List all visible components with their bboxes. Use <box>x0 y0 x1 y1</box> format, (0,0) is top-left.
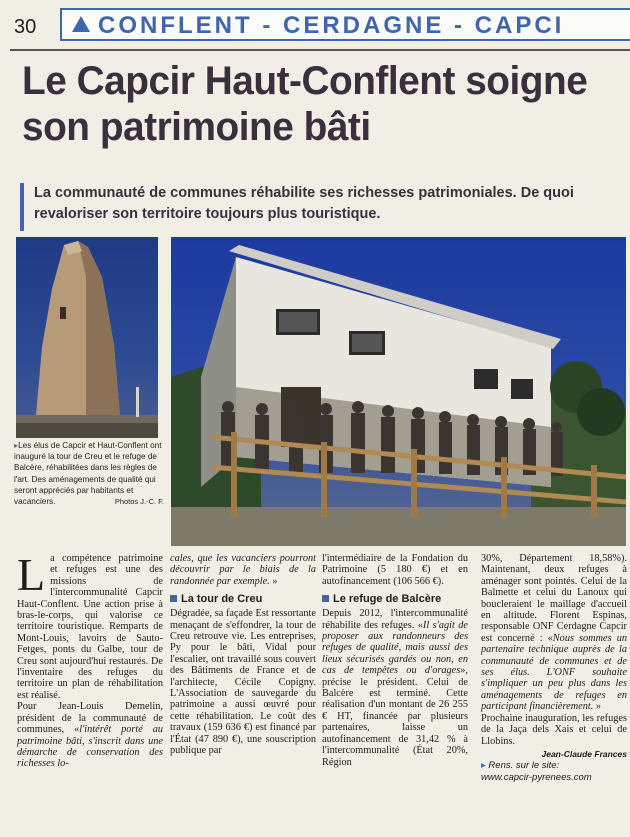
refuge-illustration <box>171 237 626 546</box>
headline: Le Capcir Haut-Conflent soigne son patrimoine bâti <box>22 59 588 149</box>
dropcap: L <box>17 549 46 600</box>
deck-accent-bar <box>20 183 24 231</box>
lead-text: a compétence patrimoine et refuges est une des missions de l'intercommunalité Capcir Haut-Conflent. Une action prise à bras-le-corps, qui valorise ce territoire touristique. Remparts de Mont-Louis, lavoirs de Sauto-Fetges, ponts du Galbe, tour de Creu sont aujourd'hui restaurés. De l'inventaire des refuges du territoire un plan de réhabilitation est réalisé. <box>17 553 163 701</box>
text-run: », précise le président. Celui de Balcère est terminé. Cette réalisation d'un montant de 26 255 € HT, financée par plusieurs partenaires, laisse un autofinancement de 31,42 % à l'intercommunalité (État 20%, Région <box>322 665 468 768</box>
paragraph <box>17 701 163 769</box>
quote-text: Il s'agit de proposer aux randonneurs des refuges de qualité, mais aussi des lieux sécurisés gardés ou non, en cas de tempêtes ou d'orages <box>322 619 468 677</box>
quote-text: l'intérêt porté au patrimoine bâti, s'inscrit dans une démarche de conservation des richesses lo- <box>17 724 163 770</box>
quote-text: cales, que les vacanciers pourront découvrir par le biais de la randonnée par exemple. <box>170 553 316 587</box>
paragraph <box>481 553 627 713</box>
paragraph: Dégradée, sa façade Est ressortante menaçant de s'effondrer, la tour de Creu retrouve vie. Les entreprises, Py pour le bâti, Vidal pour l'escalier, ont travaillé sous couvert des Bâtiments de France et de l'architecte, Cécile Copigny. L'Association de sauvegarde du patrimoine a aussi œuvré pour cette réhabilitation. Le coût des travaux (159 636 €) est financé par l'État (47 890 €), une souscription publique par <box>170 608 316 757</box>
text-run: 30%, Département 18,58%). Maintenant, deux refuges à aménager sont pointés. Celui de la Balmette et celui du Lanoux qui boucleraient le maillage d'accueil en altitude. Florent Espinas, responsable ONF Cerdagne Capcir est concerné : « <box>481 553 627 644</box>
byline: Jean-Claude Frances <box>541 748 627 759</box>
article-column-1 <box>17 549 163 770</box>
info-label: Rens. sur le site: <box>488 760 560 772</box>
caption-text: Les élus de Capcir et Haut-Conflent ont inauguré la tour de Creu et le refuge de Balcère, réhabilitées dans les règles de l'art. Des aménagements de qualité qui seront appréciés par habitants et vacanciers. <box>14 441 162 507</box>
article-column-3 <box>322 553 468 768</box>
subhead-tour-de-creu <box>170 592 316 606</box>
square-bullet-icon <box>322 595 329 602</box>
caption-marker-icon: ▸ <box>14 441 19 450</box>
text-run: Pour Jean-Louis Demelin, président de la communauté de communes, « <box>17 701 163 736</box>
page-number: 30 <box>14 16 37 38</box>
quote-text: Nous sommes un partenaire technique auprès de la communauté de communes et de ses élus. L'ONF souhaite s'impliquer un peu plus dans les aménagements de refuges en participant financièrement. <box>481 632 627 713</box>
section-title: CONFLENT - CERDAGNE - CAPCI <box>98 12 565 39</box>
tower-illustration <box>16 237 158 438</box>
refuge-photo <box>171 237 626 546</box>
info-block <box>481 760 627 783</box>
paragraph: l'intermédiaire de la Fondation du Patrimoine (5 180 €) et en autofinancement (106 566 €). <box>322 553 468 587</box>
square-bullet-icon <box>170 595 177 602</box>
header-rule <box>10 49 630 51</box>
photo-credit: Photos J.-C. F. <box>114 497 164 507</box>
info-url: www.capcir-pyrenees.com <box>481 771 592 783</box>
paragraph <box>170 553 316 587</box>
article-column-2 <box>170 553 316 757</box>
paragraph <box>322 608 468 768</box>
subhead-text: La tour de Creu <box>181 593 263 606</box>
paragraph: Prochaine inauguration, les refuges de la Jaça dels Xais et celui de Llobins. <box>481 712 627 747</box>
paragraph <box>17 549 163 701</box>
subhead-text: Le refuge de Balcère <box>333 593 442 606</box>
section-banner <box>60 8 630 41</box>
tower-photo <box>16 237 158 438</box>
deck: La communauté de communes réhabilite ses richesses patrimoniales. De quoi revaloriser son territoire toujours plus touristique. <box>34 185 574 222</box>
article-column-4 <box>481 553 627 783</box>
info-marker-icon: ▸ <box>481 760 486 772</box>
triangle-icon <box>72 16 90 32</box>
subhead-refuge-balcere <box>322 592 468 606</box>
text-run: » <box>593 701 602 713</box>
text-run: » <box>269 575 278 587</box>
text-run: Depuis 2012, l'intercommunalité réhabilite des refuges. « <box>322 608 468 631</box>
photo-caption <box>14 440 164 507</box>
